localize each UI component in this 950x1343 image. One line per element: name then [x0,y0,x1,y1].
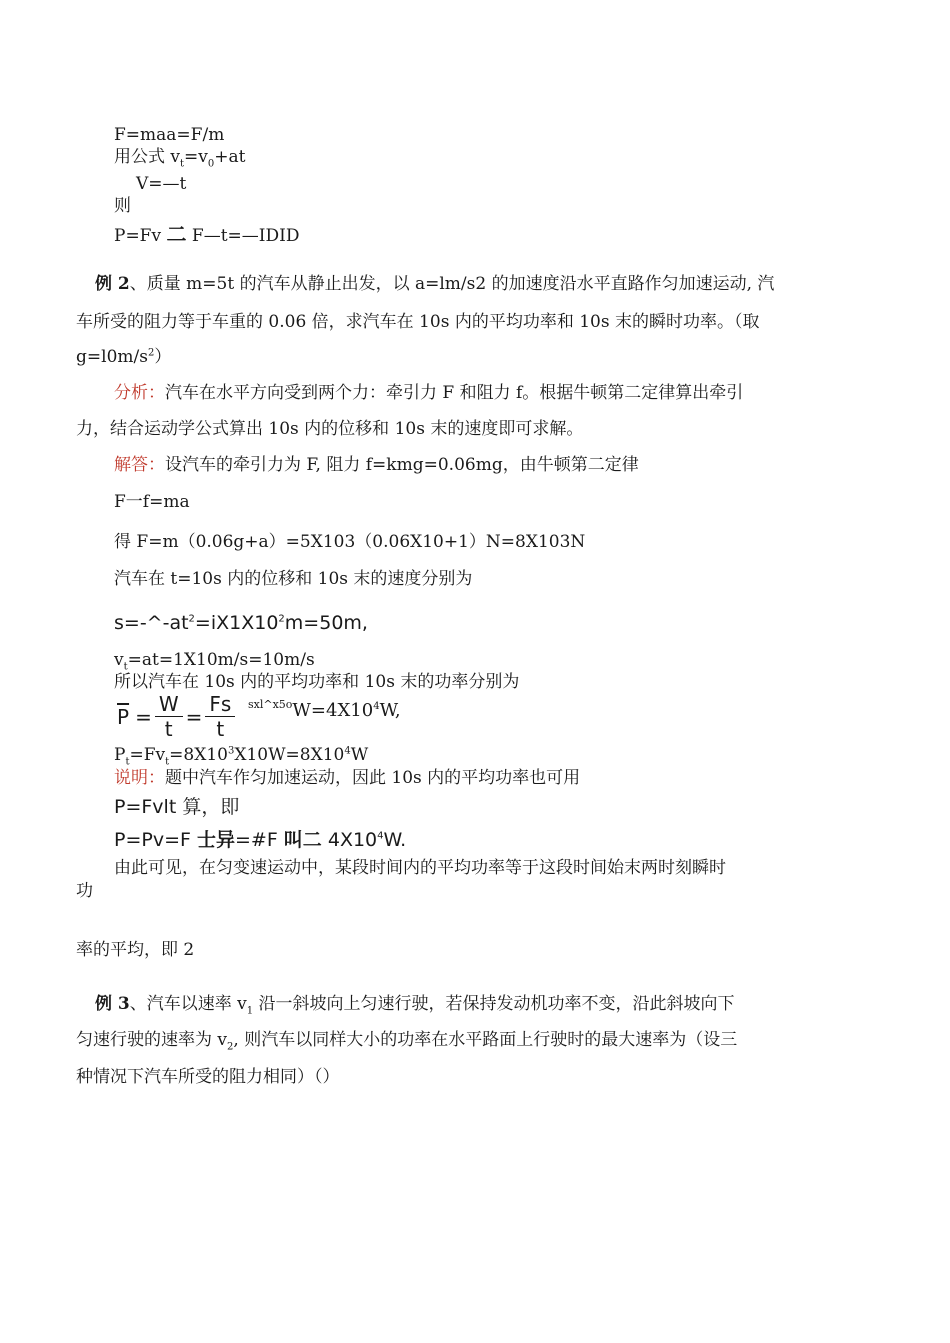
note-line-1: 说明：题中汽车作匀加速运动，因此 10s 内的平均功率也可用 [114,768,581,788]
answer-label: 解答： [114,455,165,475]
equation-velocity: $v_t=at=1X10m/s=10m/s$ [114,650,315,673]
example3-line-2: 匀速行驶的速率为 $v_2$, 则汽车以同样大小的功率在水平路面上行驶时的最大速率为（设三 [76,1030,738,1053]
formula-line-3: V=—t [136,174,187,194]
fraction-w-over-t: $\frac{W}{t}$ [155,692,183,741]
formula-line-1: F=maa=F/m [114,125,225,145]
equation-newton: F一f=ma [114,492,190,512]
average-power-formula: $\overline{P}$ = $\frac{W}{t}$ = $\frac{Fs}{t}$ [114,692,235,741]
formula-line-5: P=Fv 二 F—t=—IDID [114,222,300,246]
note-line-2: P=Fvlt 算，即 [114,796,240,818]
equation-force: 得 F=m（0.06g+a）=5X103（0.06X10+1）N=8X103N [114,532,586,552]
equation-intro: 汽车在 t=10s 内的位移和 10s 末的速度分别为 [114,569,473,589]
analysis-line-1: 分析：汽车在水平方向受到两个力：牵引力 F 和阻力 f。根据牛顿第二定律算出牵引 [114,383,744,403]
fraction-fs-over-t: $\frac{Fs}{t}$ [205,692,235,741]
equation-displacement: $s=-\^{}-at^2=iX1X10^2m=50m$, [114,612,368,634]
example2-line-2: 车所受的阻力等于车重的 0.06 倍，求汽车在 10s 内的平均功率和 10s 末的瞬时功率。（取 [76,312,760,332]
formula-line-2: 用公式 $v_t=v_0+at$ [114,147,246,170]
example2-line-1: 例 2、质量 m=5t 的汽车从静止出发，以 a=lm/s2 的加速度沿水平直路作匀加速运动, 汽 [95,274,775,294]
example3-line-3: 种情况下汽车所受的阻力相同）（） [76,1067,340,1087]
formula-line-4: 则 [114,196,131,216]
note-label: 说明： [114,768,165,788]
conclusion-line-1: 由此可见，在匀变速运动中，某段时间内的平均功率等于这段时间始末两时刻瞬时 [114,858,726,878]
analysis-line-2: 力，结合运动学公式算出 10s 内的位移和 10s 末的速度即可求解。 [76,419,584,439]
analysis-label: 分析： [114,383,165,403]
example3-line-1: 例 3、汽车以速率 $v_1$ 沿一斜坡向上匀速行驶，若保持发动机功率不变，沿此斜坡向下 [95,994,735,1017]
conclusion-line-3: 率的平均，即 2 [76,940,195,960]
note-line-3: P=Pv=F 士异=#F 叫二 $4X10^4W$. [114,829,407,851]
example2-line-3: $g=l0m/s^2$） [76,347,172,367]
conclusion-line-2: 功 [76,881,93,901]
equation-power-intro: 所以汽车在 10s 内的平均功率和 10s 末的功率分别为 [114,672,520,692]
average-power-result: $^{sxl\^{}x5o}W=4X10^4W$, [248,698,401,721]
answer-line-1: 解答：设汽车的牵引力为 F, 阻力 f=kmg=0.06mg，由牛顿第二定律 [114,455,639,475]
equation-instant-power: $P_t=Fv_t=8X10^3X10W=8X10^4W$ [114,745,369,768]
